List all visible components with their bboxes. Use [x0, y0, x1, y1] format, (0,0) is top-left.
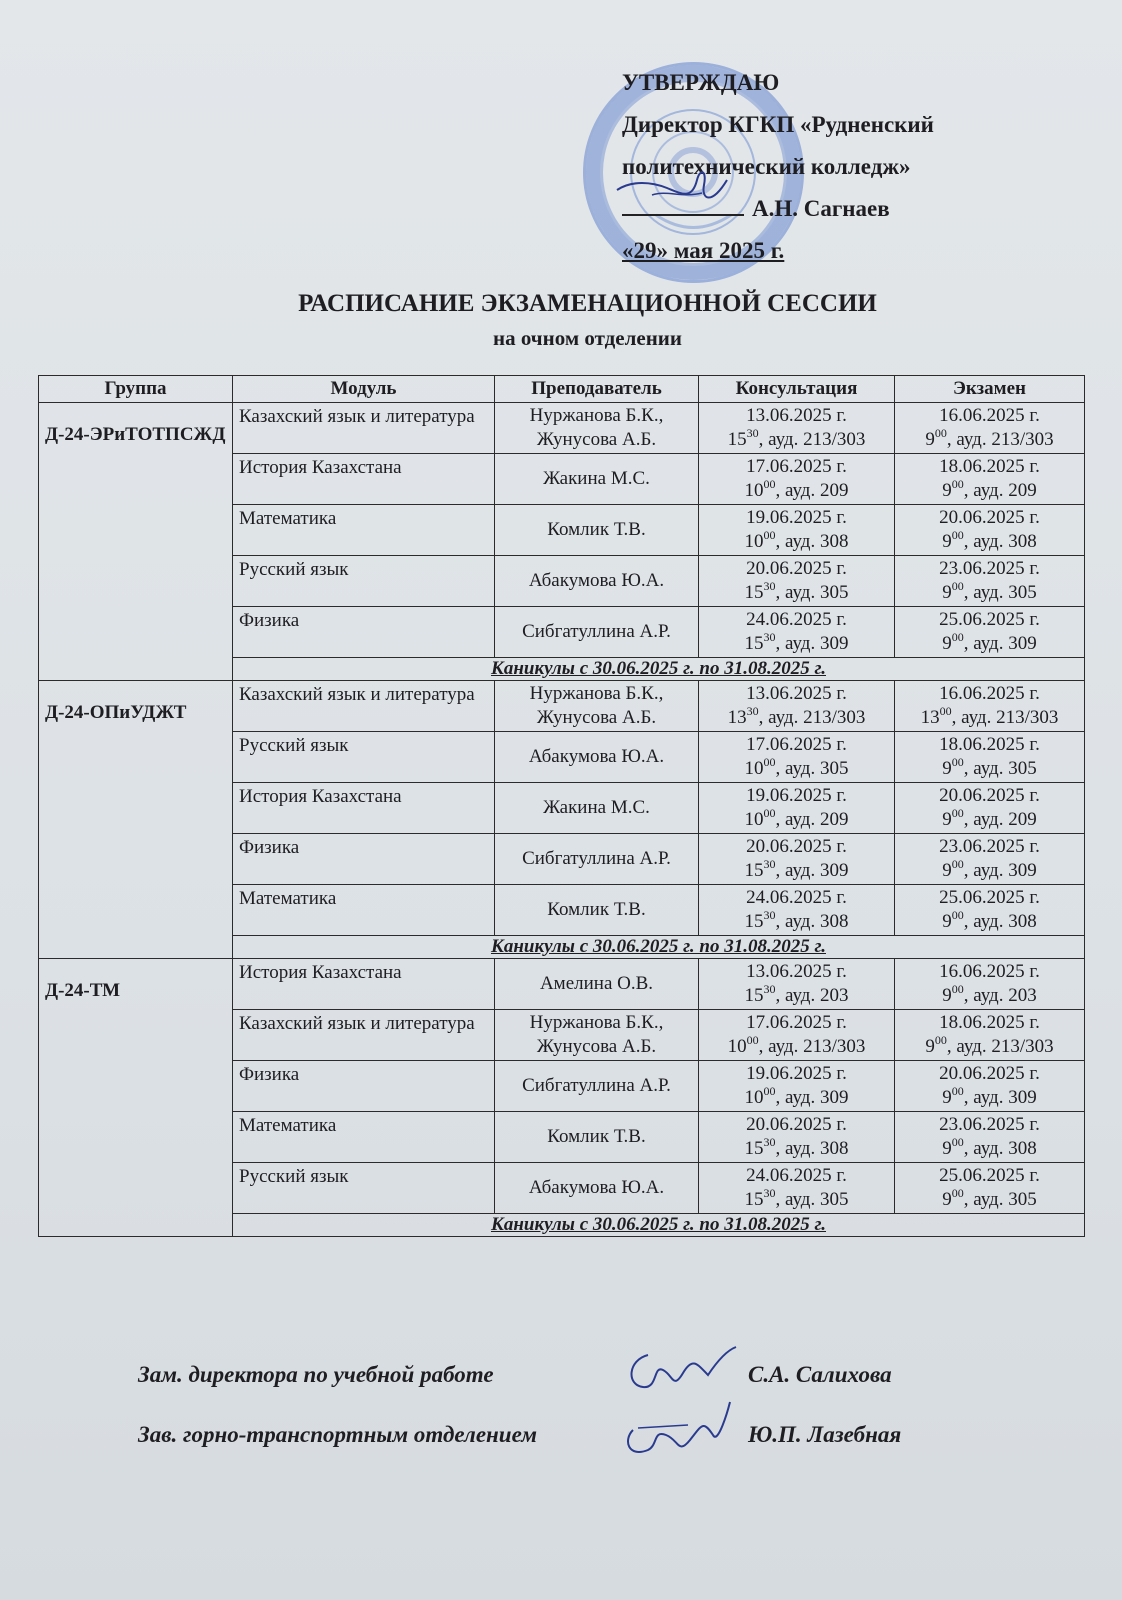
- exam-date: 20.06.2025 г.: [939, 507, 1040, 528]
- module-cell: Казахский язык и литература: [233, 403, 495, 454]
- exam-cell: [895, 403, 1085, 454]
- teacher-cell: Комлик Т.В.: [495, 885, 699, 936]
- consult-minutes: 00: [763, 1084, 776, 1098]
- exam-cell: [895, 556, 1085, 607]
- exam-cell: [895, 834, 1085, 885]
- consult-minutes: 30: [763, 908, 776, 922]
- exam-date: 18.06.2025 г.: [939, 1012, 1040, 1033]
- consult-minutes: 30: [763, 1186, 776, 1200]
- exam-minutes: 00: [951, 1084, 964, 1098]
- exam-minutes: 00: [934, 426, 947, 440]
- teacher-cell: Сибгатуллина А.Р.: [495, 607, 699, 658]
- exam-minutes: 00: [951, 857, 964, 871]
- table-row: [39, 403, 1085, 454]
- consult-minutes: 30: [746, 426, 759, 440]
- module-cell: Русский язык: [233, 1163, 495, 1214]
- exam-date: 16.06.2025 г.: [939, 961, 1040, 982]
- exam-hour: 9: [942, 633, 952, 654]
- exam-hour: 9: [942, 531, 952, 552]
- approval-line1: Директор КГКП «Рудненский: [622, 112, 934, 137]
- table-body: [39, 403, 1085, 1237]
- exam-hour: 9: [925, 1036, 935, 1057]
- module-cell: Русский язык: [233, 556, 495, 607]
- consult-cell: [699, 1163, 895, 1214]
- exam-hour: 9: [942, 1087, 952, 1108]
- exam-minutes: 00: [951, 1186, 964, 1200]
- head-name: Ю.П. Лазебная: [748, 1422, 902, 1447]
- consult-room: , ауд. 203: [775, 985, 849, 1006]
- consult-date: 24.06.2025 г.: [746, 609, 847, 630]
- consult-hour: 10: [744, 480, 764, 501]
- teacher-cell: Нуржанова Б.К., Жунусова А.Б.: [495, 403, 699, 454]
- exam-room: , ауд. 308: [963, 1138, 1037, 1159]
- exam-room: , ауд. 213/303: [946, 1036, 1054, 1057]
- consult-date: 13.06.2025 г.: [746, 683, 847, 704]
- consult-hour: 15: [744, 633, 764, 654]
- header-teacher: Преподаватель: [495, 376, 699, 403]
- director-signature-icon: [612, 160, 732, 215]
- consult-minutes: 00: [763, 477, 776, 491]
- exam-cell: [895, 732, 1085, 783]
- consult-room: , ауд. 305: [775, 758, 849, 779]
- consult-room: , ауд. 213/303: [758, 707, 866, 728]
- exam-cell: [895, 1163, 1085, 1214]
- exam-date: 16.06.2025 г.: [939, 405, 1040, 426]
- exam-room: , ауд. 305: [963, 582, 1037, 603]
- exam-hour: 9: [942, 582, 952, 603]
- exam-hour: 9: [942, 860, 952, 881]
- module-cell: Казахский язык и литература: [233, 681, 495, 732]
- exam-hour: 9: [942, 480, 952, 501]
- consult-date: 19.06.2025 г.: [746, 507, 847, 528]
- module-cell: Русский язык: [233, 732, 495, 783]
- consult-cell: [699, 783, 895, 834]
- consult-date: 24.06.2025 г.: [746, 887, 847, 908]
- exam-cell: [895, 959, 1085, 1010]
- deputy-name: С.А. Салихова: [748, 1362, 892, 1387]
- module-cell: История Казахстана: [233, 783, 495, 834]
- teacher-cell: Сибгатуллина А.Р.: [495, 834, 699, 885]
- consult-cell: [699, 834, 895, 885]
- consult-room: , ауд. 213/303: [758, 1036, 866, 1057]
- exam-hour: 9: [942, 985, 952, 1006]
- exam-date: 25.06.2025 г.: [939, 887, 1040, 908]
- consult-minutes: 30: [763, 1135, 776, 1149]
- deputy-role: Зам. директора по учебной работе: [138, 1362, 494, 1387]
- group-name: Д-24-ОПиУДЖТ: [39, 681, 233, 959]
- consult-cell: [699, 1010, 895, 1061]
- exam-minutes: 00: [951, 755, 964, 769]
- exam-minutes: 00: [951, 630, 964, 644]
- consult-date: 17.06.2025 г.: [746, 1012, 847, 1033]
- teacher-cell: Жакина М.С.: [495, 783, 699, 834]
- consult-cell: [699, 556, 895, 607]
- consult-room: , ауд. 308: [775, 531, 849, 552]
- consult-hour: 13: [727, 707, 747, 728]
- module-cell: Казахский язык и литература: [233, 1010, 495, 1061]
- exam-minutes: 00: [951, 1135, 964, 1149]
- consult-hour: 10: [744, 1087, 764, 1108]
- consult-date: 19.06.2025 г.: [746, 785, 847, 806]
- consult-hour: 15: [727, 429, 747, 450]
- exam-cell: [895, 885, 1085, 936]
- header-exam: Экзамен: [895, 376, 1085, 403]
- exam-hour: 13: [920, 707, 940, 728]
- teacher-cell: Абакумова Ю.А.: [495, 556, 699, 607]
- consult-hour: 10: [727, 1036, 747, 1057]
- exam-room: , ауд. 305: [963, 1189, 1037, 1210]
- consult-hour: 10: [744, 531, 764, 552]
- date-open: «: [622, 238, 634, 263]
- exam-minutes: 00: [934, 1033, 947, 1047]
- teacher-cell: Нуржанова Б.К., Жунусова А.Б.: [495, 1010, 699, 1061]
- consult-hour: 15: [744, 582, 764, 603]
- exam-cell: [895, 1061, 1085, 1112]
- exam-cell: [895, 505, 1085, 556]
- consult-date: 20.06.2025 г.: [746, 836, 847, 857]
- consult-minutes: 00: [763, 755, 776, 769]
- approval-date: [622, 230, 1082, 272]
- exam-hour: 9: [942, 1138, 952, 1159]
- exam-date: 20.06.2025 г.: [939, 1063, 1040, 1084]
- consult-date: 20.06.2025 г.: [746, 1114, 847, 1135]
- module-cell: Физика: [233, 834, 495, 885]
- consult-date: 17.06.2025 г.: [746, 456, 847, 477]
- exam-date: 23.06.2025 г.: [939, 1114, 1040, 1135]
- exam-hour: 9: [942, 911, 952, 932]
- consult-room: , ауд. 308: [775, 911, 849, 932]
- consult-cell: [699, 959, 895, 1010]
- deputy-signature-icon: [618, 1345, 738, 1395]
- header-consultation: Консультация: [699, 376, 895, 403]
- consult-cell: [699, 732, 895, 783]
- consult-room: , ауд. 309: [775, 1087, 849, 1108]
- exam-cell: [895, 1112, 1085, 1163]
- consult-minutes: 30: [746, 704, 759, 718]
- consult-date: 13.06.2025 г.: [746, 405, 847, 426]
- exam-cell: [895, 1010, 1085, 1061]
- date-rest: » мая 2025 г.: [656, 238, 785, 263]
- consult-room: , ауд. 209: [775, 480, 849, 501]
- consult-hour: 10: [744, 758, 764, 779]
- exam-date: 23.06.2025 г.: [939, 558, 1040, 579]
- exam-room: , ауд. 209: [963, 480, 1037, 501]
- exam-room: , ауд. 213/303: [946, 429, 1054, 450]
- exam-room: , ауд. 305: [963, 758, 1037, 779]
- consult-hour: 15: [744, 1189, 764, 1210]
- exam-date: 20.06.2025 г.: [939, 785, 1040, 806]
- exam-date: 25.06.2025 г.: [939, 1165, 1040, 1186]
- exam-cell: [895, 783, 1085, 834]
- consult-date: 19.06.2025 г.: [746, 1063, 847, 1084]
- exam-date: 25.06.2025 г.: [939, 609, 1040, 630]
- exam-room: , ауд. 203: [963, 985, 1037, 1006]
- module-cell: Физика: [233, 607, 495, 658]
- consult-hour: 15: [744, 985, 764, 1006]
- consult-date: 20.06.2025 г.: [746, 558, 847, 579]
- teacher-cell: Амелина О.В.: [495, 959, 699, 1010]
- consult-cell: [699, 681, 895, 732]
- page-subtitle: на очном отделении: [492, 326, 682, 350]
- consult-room: , ауд. 309: [775, 860, 849, 881]
- consult-hour: 15: [744, 860, 764, 881]
- exam-minutes: 00: [951, 528, 964, 542]
- exam-minutes: 00: [951, 908, 964, 922]
- exam-date: 18.06.2025 г.: [939, 734, 1040, 755]
- approval-line2: политехнический колледж»: [622, 154, 911, 179]
- exam-room: , ауд. 309: [963, 1087, 1037, 1108]
- exam-room: , ауд. 309: [963, 633, 1037, 654]
- consult-hour: 15: [744, 1138, 764, 1159]
- page-title: РАСПИСАНИЕ ЭКЗАМЕНАЦИОННОЙ СЕССИИ: [298, 290, 877, 317]
- consult-room: , ауд. 305: [775, 1189, 849, 1210]
- exam-hour: 9: [942, 1189, 952, 1210]
- consult-minutes: 30: [763, 579, 776, 593]
- consult-cell: [699, 1061, 895, 1112]
- exam-minutes: 00: [951, 477, 964, 491]
- exam-cell: [895, 607, 1085, 658]
- teacher-cell: Абакумова Ю.А.: [495, 1163, 699, 1214]
- holiday-note: Каникулы с 30.06.2025 г. по 31.08.2025 г.: [233, 936, 1085, 959]
- consult-room: , ауд. 209: [775, 809, 849, 830]
- consult-minutes: 30: [763, 857, 776, 871]
- consult-minutes: 30: [763, 982, 776, 996]
- consult-cell: [699, 505, 895, 556]
- consult-cell: [699, 403, 895, 454]
- consult-room: , ауд. 213/303: [758, 429, 866, 450]
- exam-minutes: 00: [951, 982, 964, 996]
- holiday-note: Каникулы с 30.06.2025 г. по 31.08.2025 г.: [233, 1214, 1085, 1237]
- table-header-row: [39, 376, 1085, 403]
- consult-room: , ауд. 309: [775, 633, 849, 654]
- consult-room: , ауд. 305: [775, 582, 849, 603]
- group-name: Д-24-ТМ: [39, 959, 233, 1237]
- consult-date: 24.06.2025 г.: [746, 1165, 847, 1186]
- header-module: Модуль: [233, 376, 495, 403]
- exam-room: , ауд. 213/303: [951, 707, 1059, 728]
- module-cell: Математика: [233, 505, 495, 556]
- header-group: Группа: [39, 376, 233, 403]
- consult-hour: 10: [744, 809, 764, 830]
- teacher-cell: Комлик Т.В.: [495, 505, 699, 556]
- holiday-note: Каникулы с 30.06.2025 г. по 31.08.2025 г.: [233, 658, 1085, 681]
- exam-minutes: 00: [951, 806, 964, 820]
- consult-cell: [699, 1112, 895, 1163]
- consult-cell: [699, 607, 895, 658]
- exam-minutes: 00: [951, 579, 964, 593]
- consult-date: 17.06.2025 г.: [746, 734, 847, 755]
- module-cell: Физика: [233, 1061, 495, 1112]
- module-cell: История Казахстана: [233, 959, 495, 1010]
- table-row: [39, 959, 1085, 1010]
- exam-hour: 9: [942, 809, 952, 830]
- consult-hour: 15: [744, 911, 764, 932]
- teacher-cell: Жакина М.С.: [495, 454, 699, 505]
- consult-minutes: 00: [746, 1033, 759, 1047]
- date-day: 29: [633, 238, 657, 263]
- consult-room: , ауд. 308: [775, 1138, 849, 1159]
- exam-cell: [895, 681, 1085, 732]
- consult-minutes: 00: [763, 806, 776, 820]
- teacher-cell: Абакумова Ю.А.: [495, 732, 699, 783]
- exam-date: 18.06.2025 г.: [939, 456, 1040, 477]
- teacher-cell: Сибгатуллина А.Р.: [495, 1061, 699, 1112]
- module-cell: Математика: [233, 1112, 495, 1163]
- consult-minutes: 00: [763, 528, 776, 542]
- approval-signer: А.Н. Сагнаев: [752, 196, 890, 221]
- module-cell: История Казахстана: [233, 454, 495, 505]
- exam-room: , ауд. 309: [963, 860, 1037, 881]
- head-role: Зав. горно-транспортным отделением: [138, 1422, 537, 1447]
- exam-hour: 9: [925, 429, 935, 450]
- exam-cell: [895, 454, 1085, 505]
- consult-date: 13.06.2025 г.: [746, 961, 847, 982]
- teacher-cell: Комлик Т.В.: [495, 1112, 699, 1163]
- head-signature-icon: [618, 1400, 738, 1460]
- exam-date: 16.06.2025 г.: [939, 683, 1040, 704]
- group-name: Д-24-ЭРиТОТПСЖД: [39, 403, 233, 681]
- exam-hour: 9: [942, 758, 952, 779]
- exam-date: 23.06.2025 г.: [939, 836, 1040, 857]
- consult-minutes: 30: [763, 630, 776, 644]
- module-cell: Математика: [233, 885, 495, 936]
- approval-heading: УТВЕРЖДАЮ: [622, 70, 780, 95]
- exam-schedule-table: [38, 375, 1085, 1237]
- consult-cell: [699, 885, 895, 936]
- exam-room: , ауд. 308: [963, 911, 1037, 932]
- table-row: [39, 681, 1085, 732]
- consult-cell: [699, 454, 895, 505]
- exam-minutes: 00: [939, 704, 952, 718]
- exam-room: , ауд. 308: [963, 531, 1037, 552]
- teacher-cell: Нуржанова Б.К., Жунусова А.Б.: [495, 681, 699, 732]
- exam-room: , ауд. 209: [963, 809, 1037, 830]
